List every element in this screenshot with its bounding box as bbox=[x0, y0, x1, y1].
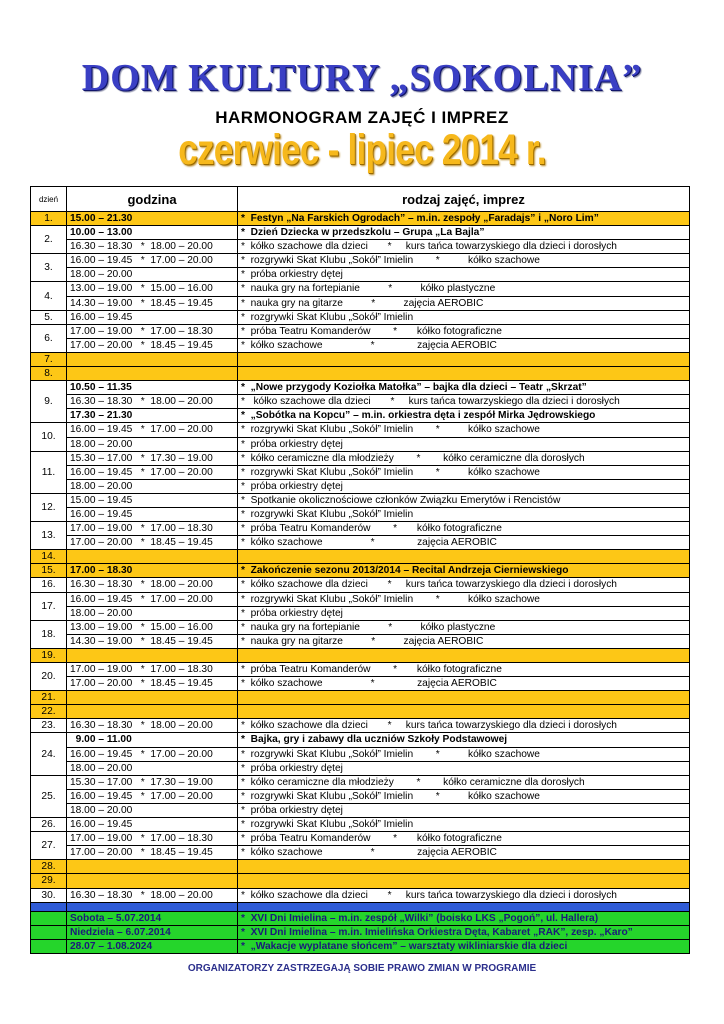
time-cell: Sobota – 5.07.2014 bbox=[67, 911, 238, 925]
table-row bbox=[31, 846, 690, 860]
day-cell bbox=[31, 902, 67, 911]
activity-cell: * nauka gry na fortepianie * kółko plastyczne bbox=[238, 282, 690, 296]
day-cell: 1. bbox=[31, 212, 67, 226]
time-cell: 16.00 – 19.45 * 17.00 – 20.00 bbox=[67, 592, 238, 606]
day-cell: 22. bbox=[31, 705, 67, 719]
activity-cell bbox=[238, 352, 690, 366]
table-row bbox=[31, 310, 690, 324]
table-row bbox=[31, 536, 690, 550]
day-cell: 23. bbox=[31, 719, 67, 733]
time-cell: 18.00 – 20.00 bbox=[67, 803, 238, 817]
activity-cell: * kółko ceramiczne dla młodzieży * kółko ceramiczne dla dorosłych bbox=[238, 451, 690, 465]
time-cell bbox=[67, 691, 238, 705]
activity-cell bbox=[238, 691, 690, 705]
time-cell bbox=[67, 352, 238, 366]
schedule-table bbox=[30, 186, 690, 954]
table-row bbox=[31, 775, 690, 789]
time-cell: 17.00 – 19.00 * 17.00 – 18.30 bbox=[67, 522, 238, 536]
activity-cell: * rozgrywki Skat Klubu „Sokół” Imielin bbox=[238, 818, 690, 832]
time-cell: 16.30 – 18.30 * 18.00 – 20.00 bbox=[67, 719, 238, 733]
table-row bbox=[31, 939, 690, 953]
table-row bbox=[31, 818, 690, 832]
table-row bbox=[31, 367, 690, 381]
table-row bbox=[31, 296, 690, 310]
activity-cell: * rozgrywki Skat Klubu „Sokół” Imielin bbox=[238, 310, 690, 324]
time-cell bbox=[67, 367, 238, 381]
activity-cell: * XVI Dni Imielina – m.in. Imielińska Orkiestra Dęta, Kabaret „RAK”, zesp. „Karo” bbox=[238, 925, 690, 939]
table-row bbox=[31, 240, 690, 254]
time-cell: 17.00 – 20.00 * 18.45 – 19.45 bbox=[67, 677, 238, 691]
day-cell: 12. bbox=[31, 493, 67, 521]
activity-cell: * rozgrywki Skat Klubu „Sokół” Imielin * kółko szachowe bbox=[238, 254, 690, 268]
table-row bbox=[31, 860, 690, 874]
activity-cell bbox=[238, 902, 690, 911]
time-cell: 10.50 – 11.35 bbox=[67, 381, 238, 395]
activity-cell: * próba Teatru Komanderów * kółko fotograficzne bbox=[238, 522, 690, 536]
day-cell: 8. bbox=[31, 367, 67, 381]
time-cell: 16.00 – 19.45 * 17.00 – 20.00 bbox=[67, 254, 238, 268]
day-cell: 3. bbox=[31, 254, 67, 282]
time-cell: 15.30 – 17.00 * 17.30 – 19.00 bbox=[67, 775, 238, 789]
time-cell bbox=[67, 550, 238, 564]
table-row bbox=[31, 451, 690, 465]
schedule-body bbox=[31, 212, 690, 954]
activity-cell bbox=[238, 550, 690, 564]
header-activity: rodzaj zajęć, imprez bbox=[238, 187, 690, 212]
table-row bbox=[31, 677, 690, 691]
table-row bbox=[31, 902, 690, 911]
time-cell: 15.00 – 21.30 bbox=[67, 212, 238, 226]
time-cell: 16.00 – 19.45 * 17.00 – 20.00 bbox=[67, 747, 238, 761]
day-cell: 13. bbox=[31, 522, 67, 550]
header-day: dzień bbox=[31, 187, 67, 212]
time-cell: 13.00 – 19.00 * 15.00 – 16.00 bbox=[67, 282, 238, 296]
activity-cell: * próba orkiestry dętej bbox=[238, 761, 690, 775]
activity-cell: * Festyn „Na Farskich Ogrodach” – m.in. zespoły „Faradajs” i „Noro Lim” bbox=[238, 212, 690, 226]
activity-cell: * rozgrywki Skat Klubu „Sokół” Imielin * kółko szachowe bbox=[238, 789, 690, 803]
time-cell: 9.00 – 11.00 bbox=[67, 733, 238, 747]
time-cell: 17.00 – 20.00 * 18.45 – 19.45 bbox=[67, 846, 238, 860]
table-row bbox=[31, 409, 690, 423]
time-cell: 16.30 – 18.30 * 18.00 – 20.00 bbox=[67, 395, 238, 409]
time-cell: 17.00 – 19.00 * 17.00 – 18.30 bbox=[67, 324, 238, 338]
table-row bbox=[31, 705, 690, 719]
activity-cell: * próba Teatru Komanderów * kółko fotograficzne bbox=[238, 832, 690, 846]
table-row bbox=[31, 606, 690, 620]
time-cell: 10.00 – 13.00 bbox=[67, 226, 238, 240]
activity-cell: * kółko szachowe dla dzieci * kurs tańca towarzyskiego dla dzieci i dorosłych bbox=[238, 395, 690, 409]
activity-cell: * kółko szachowe dla dzieci * kurs tańca towarzyskiego dla dzieci i dorosłych bbox=[238, 719, 690, 733]
day-cell: 6. bbox=[31, 324, 67, 352]
day-cell: 11. bbox=[31, 451, 67, 493]
time-cell: 16.30 – 18.30 * 18.00 – 20.00 bbox=[67, 888, 238, 902]
day-cell: 29. bbox=[31, 874, 67, 888]
time-cell: 17.00 – 20.00 * 18.45 – 19.45 bbox=[67, 338, 238, 352]
activity-cell: * kółko szachowe * zajęcia AEROBIC bbox=[238, 846, 690, 860]
table-row bbox=[31, 522, 690, 536]
page-subtitle: HARMONOGRAM ZAJĘĆ I IMPREZ bbox=[215, 108, 509, 127]
time-cell: 17.00 – 19.00 * 17.00 – 18.30 bbox=[67, 663, 238, 677]
time-cell: 28.07 – 1.08.2024 bbox=[67, 939, 238, 953]
activity-cell: * Zakończenie sezonu 2013/2014 – Recital Andrzeja Cierniewskiego bbox=[238, 564, 690, 578]
table-row bbox=[31, 493, 690, 507]
time-cell: 16.30 – 18.30 * 18.00 – 20.00 bbox=[67, 240, 238, 254]
activity-cell bbox=[238, 367, 690, 381]
table-row bbox=[31, 564, 690, 578]
table-row bbox=[31, 691, 690, 705]
time-cell bbox=[67, 648, 238, 662]
day-cell: 2. bbox=[31, 226, 67, 254]
time-cell: 18.00 – 20.00 bbox=[67, 479, 238, 493]
table-row bbox=[31, 634, 690, 648]
time-cell: 15.00 – 19.45 bbox=[67, 493, 238, 507]
footer-note: ORGANIZATORZY ZASTRZEGAJĄ SOBIE PRAWO ZMIAN W PROGRAMIE bbox=[187, 963, 537, 974]
day-cell: 20. bbox=[31, 663, 67, 691]
header-time: godzina bbox=[67, 187, 238, 212]
time-cell: 18.00 – 20.00 bbox=[67, 606, 238, 620]
day-cell: 10. bbox=[31, 423, 67, 451]
time-cell bbox=[67, 874, 238, 888]
table-row bbox=[31, 437, 690, 451]
day-cell: 5. bbox=[31, 310, 67, 324]
table-row bbox=[31, 550, 690, 564]
activity-cell: * kółko szachowe * zajęcia AEROBIC bbox=[238, 536, 690, 550]
time-cell bbox=[67, 902, 238, 911]
time-cell: 18.00 – 20.00 bbox=[67, 437, 238, 451]
time-cell bbox=[67, 705, 238, 719]
time-cell: 14.30 – 19.00 * 18.45 – 19.45 bbox=[67, 296, 238, 310]
table-row bbox=[31, 747, 690, 761]
table-row bbox=[31, 423, 690, 437]
activity-cell: * nauka gry na fortepianie * kółko plastyczne bbox=[238, 620, 690, 634]
activity-cell: * Dzień Dziecka w przedszkolu – Grupa „La Bajla” bbox=[238, 226, 690, 240]
day-cell: 16. bbox=[31, 578, 67, 592]
table-row bbox=[31, 761, 690, 775]
table-header-row bbox=[31, 187, 690, 212]
day-cell: 19. bbox=[31, 648, 67, 662]
day-cell: 14. bbox=[31, 550, 67, 564]
activity-cell: * kółko ceramiczne dla młodzieży * kółko ceramiczne dla dorosłych bbox=[238, 775, 690, 789]
table-row bbox=[31, 507, 690, 521]
day-cell: 27. bbox=[31, 832, 67, 860]
time-cell: Niedziela – 6.07.2014 bbox=[67, 925, 238, 939]
activity-cell: * rozgrywki Skat Klubu „Sokół” Imielin * kółko szachowe bbox=[238, 592, 690, 606]
table-row bbox=[31, 254, 690, 268]
time-cell: 16.00 – 19.45 bbox=[67, 818, 238, 832]
table-row bbox=[31, 381, 690, 395]
activity-cell bbox=[238, 874, 690, 888]
table-row bbox=[31, 733, 690, 747]
time-cell bbox=[67, 860, 238, 874]
time-cell: 17.00 – 18.30 bbox=[67, 564, 238, 578]
activity-cell: * Spotkanie okolicznościowe członków Związku Emerytów i Rencistów bbox=[238, 493, 690, 507]
table-row bbox=[31, 465, 690, 479]
activity-cell: * „Sobótka na Kopcu” – m.in. orkiestra dęta i zespół Mirka Jędrowskiego bbox=[238, 409, 690, 423]
activity-cell: * rozgrywki Skat Klubu „Sokół” Imielin * kółko szachowe bbox=[238, 423, 690, 437]
time-cell: 16.00 – 19.45 * 17.00 – 20.00 bbox=[67, 465, 238, 479]
table-row bbox=[31, 578, 690, 592]
table-row bbox=[31, 874, 690, 888]
page-title: DOM KULTURY „SOKOLNIA” bbox=[81, 57, 643, 99]
table-row bbox=[31, 620, 690, 634]
table-row bbox=[31, 395, 690, 409]
table-row bbox=[31, 338, 690, 352]
table-row bbox=[31, 719, 690, 733]
day-cell: 18. bbox=[31, 620, 67, 648]
activity-cell: * nauka gry na gitarze * zajęcia AEROBIC bbox=[238, 634, 690, 648]
time-cell: 17.00 – 20.00 * 18.45 – 19.45 bbox=[67, 536, 238, 550]
activity-cell bbox=[238, 705, 690, 719]
day-cell: 7. bbox=[31, 352, 67, 366]
activity-cell: * kółko szachowe dla dzieci * kurs tańca towarzyskiego dla dzieci i dorosłych bbox=[238, 240, 690, 254]
time-cell: 16.30 – 18.30 * 18.00 – 20.00 bbox=[67, 578, 238, 592]
time-cell: 17.30 – 21.30 bbox=[67, 409, 238, 423]
activity-cell: * nauka gry na gitarze * zajęcia AEROBIC bbox=[238, 296, 690, 310]
day-cell: 26. bbox=[31, 818, 67, 832]
day-cell: 21. bbox=[31, 691, 67, 705]
table-row bbox=[31, 212, 690, 226]
activity-cell: * próba orkiestry dętej bbox=[238, 268, 690, 282]
table-row bbox=[31, 324, 690, 338]
activity-cell: * XVI Dni Imielina – m.in. zespół „Wilki” (boisko LKS „Pogoń”, ul. Hallera) bbox=[238, 911, 690, 925]
time-cell: 16.00 – 19.45 * 17.00 – 20.00 bbox=[67, 423, 238, 437]
table-row bbox=[31, 479, 690, 493]
activity-cell: * próba Teatru Komanderów * kółko fotograficzne bbox=[238, 663, 690, 677]
table-row bbox=[31, 832, 690, 846]
table-row bbox=[31, 803, 690, 817]
day-cell: 15. bbox=[31, 564, 67, 578]
day-cell bbox=[31, 939, 67, 953]
table-row bbox=[31, 911, 690, 925]
day-cell: 28. bbox=[31, 860, 67, 874]
activity-cell bbox=[238, 860, 690, 874]
time-cell: 16.00 – 19.45 * 17.00 – 20.00 bbox=[67, 789, 238, 803]
day-cell bbox=[31, 911, 67, 925]
table-row bbox=[31, 789, 690, 803]
day-cell bbox=[31, 925, 67, 939]
activity-cell: * kółko szachowe dla dzieci * kurs tańca towarzyskiego dla dzieci i dorosłych bbox=[238, 888, 690, 902]
table-row bbox=[31, 663, 690, 677]
time-cell: 13.00 – 19.00 * 15.00 – 16.00 bbox=[67, 620, 238, 634]
day-cell: 17. bbox=[31, 592, 67, 620]
activity-cell: * „Wakacje wyplatane słońcem” – warsztaty wikliniarskie dla dzieci bbox=[238, 939, 690, 953]
table-row bbox=[31, 282, 690, 296]
table-row bbox=[31, 925, 690, 939]
activity-cell: * rozgrywki Skat Klubu „Sokół” Imielin bbox=[238, 507, 690, 521]
time-cell: 17.00 – 19.00 * 17.00 – 18.30 bbox=[67, 832, 238, 846]
activity-cell: * próba orkiestry dętej bbox=[238, 479, 690, 493]
activity-cell: * próba orkiestry dętej bbox=[238, 606, 690, 620]
table-row bbox=[31, 888, 690, 902]
day-cell: 4. bbox=[31, 282, 67, 310]
day-cell: 25. bbox=[31, 775, 67, 817]
activity-cell: * próba orkiestry dętej bbox=[238, 803, 690, 817]
time-cell: 14.30 – 19.00 * 18.45 – 19.45 bbox=[67, 634, 238, 648]
activity-cell: * Bajka, gry i zabawy dla uczniów Szkoły Podstawowej bbox=[238, 733, 690, 747]
table-row bbox=[31, 352, 690, 366]
activity-cell: * rozgrywki Skat Klubu „Sokół” Imielin * kółko szachowe bbox=[238, 747, 690, 761]
day-cell: 24. bbox=[31, 733, 67, 775]
time-cell: 16.00 – 19.45 bbox=[67, 310, 238, 324]
activity-cell: * próba orkiestry dętej bbox=[238, 437, 690, 451]
time-cell: 16.00 – 19.45 bbox=[67, 507, 238, 521]
day-cell: 9. bbox=[31, 381, 67, 423]
activity-cell: * próba Teatru Komanderów * kółko fotograficzne bbox=[238, 324, 690, 338]
activity-cell: * „Nowe przygody Koziołka Matołka” – bajka dla dzieci – Teatr „Skrzat” bbox=[238, 381, 690, 395]
day-cell: 30. bbox=[31, 888, 67, 902]
activity-cell: * kółko szachowe * zajęcia AEROBIC bbox=[238, 677, 690, 691]
table-row bbox=[31, 648, 690, 662]
activity-cell: * kółko szachowe dla dzieci * kurs tańca towarzyskiego dla dzieci i dorosłych bbox=[238, 578, 690, 592]
table-row bbox=[31, 592, 690, 606]
table-row bbox=[31, 268, 690, 282]
activity-cell: * rozgrywki Skat Klubu „Sokół” Imielin * kółko szachowe bbox=[238, 465, 690, 479]
activity-cell: * kółko szachowe * zajęcia AEROBIC bbox=[238, 338, 690, 352]
time-cell: 15.30 – 17.00 * 17.30 – 19.00 bbox=[67, 451, 238, 465]
time-cell: 18.00 – 20.00 bbox=[67, 268, 238, 282]
time-cell: 18.00 – 20.00 bbox=[67, 761, 238, 775]
activity-cell bbox=[238, 648, 690, 662]
table-row bbox=[31, 226, 690, 240]
period-heading: czerwiec - lipiec 2014 r. bbox=[178, 126, 546, 174]
